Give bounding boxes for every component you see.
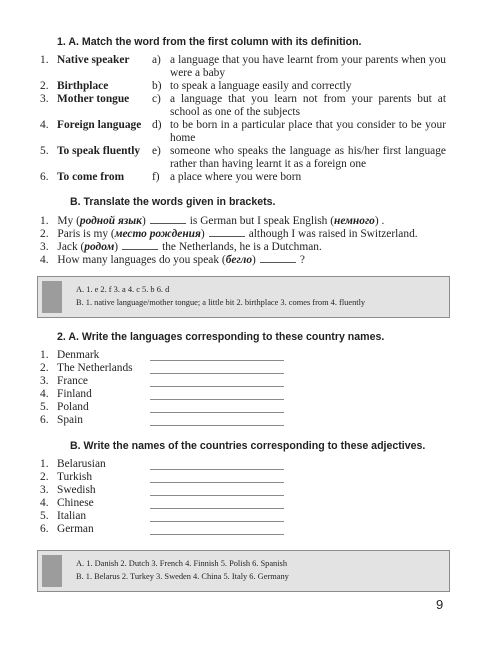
item-number: 6. [40, 414, 49, 426]
list-item [40, 401, 89, 414]
answer-line[interactable] [150, 399, 284, 400]
list-item [40, 388, 92, 401]
answer-blank[interactable] [122, 240, 158, 250]
sentence-3 [40, 240, 322, 254]
definition-text: a language that you learn not from your parents but at school as one of the subjects [170, 93, 446, 118]
list-item [40, 458, 106, 471]
list-item [40, 362, 133, 375]
sentence-text: is German but I speak English ( [189, 215, 335, 227]
list-item [40, 414, 83, 427]
answer-line[interactable] [150, 360, 284, 361]
answer-key-box-1 [37, 276, 450, 318]
definition-letter: e) [152, 145, 161, 157]
sentence-1 [40, 214, 384, 228]
sentence-text: How many languages do you speak ( [57, 254, 226, 266]
adjective: Swedish [57, 484, 96, 496]
sentence-text: Jack ( [57, 241, 85, 253]
sentence-text: Paris is my ( [57, 228, 115, 240]
definition-letter: c) [152, 93, 161, 105]
russian-hint: немного [334, 215, 375, 227]
item-number: 1. [40, 349, 49, 361]
sentence-text: My ( [57, 215, 80, 227]
term-come-from: To come from [57, 171, 125, 183]
country-name: Spain [57, 414, 83, 426]
item-number: 1. [40, 215, 49, 227]
item-number: 2. [40, 80, 49, 92]
definition-letter: f) [152, 171, 160, 183]
definition-text: to speak a language easily and correctly [170, 80, 352, 92]
sentence-text: ? [299, 254, 305, 266]
item-number: 2. [40, 471, 49, 483]
definition-letter: a) [152, 54, 161, 66]
item-number: 2. [40, 362, 49, 374]
key-line-a: A. 1. Danish 2. Dutch 3. French 4. Finnish 5. Polish 6. Spanish [76, 559, 288, 568]
adjective: Belarusian [57, 458, 106, 470]
item-number: 3. [40, 93, 49, 105]
sentence-text: although I was raised in Switzerland. [248, 228, 418, 240]
term-mother-tongue: Mother tongue [57, 93, 130, 105]
answer-line[interactable] [150, 425, 284, 426]
adjective: German [57, 523, 94, 535]
sentence-2 [40, 227, 418, 241]
term-birthplace: Birthplace [57, 80, 109, 92]
term-speak-fluently: To speak fluently [57, 145, 141, 157]
item-number: 1. [40, 458, 49, 470]
answer-blank[interactable] [260, 253, 296, 263]
russian-hint: бегло [225, 254, 253, 266]
answer-line[interactable] [150, 412, 284, 413]
sentence-text: ) [141, 215, 146, 227]
definition-text: someone who speaks the language as his/her first language rather than having learnt it as a foreign one [170, 145, 446, 170]
adjective: Turkish [57, 471, 93, 483]
item-number: 6. [40, 523, 49, 535]
term-native-speaker: Native speaker [57, 54, 130, 66]
section-1b-heading: B. Translate the words given in brackets. [70, 196, 276, 208]
item-number: 4. [40, 119, 49, 131]
list-item [40, 349, 100, 362]
item-number: 5. [40, 510, 49, 522]
russian-hint: родной язык [79, 215, 142, 227]
answer-blank[interactable] [209, 227, 245, 237]
sentence-text: ) [114, 241, 119, 253]
list-item [40, 471, 93, 484]
key-sidebar [42, 555, 62, 587]
answer-line[interactable] [150, 521, 284, 522]
answer-line[interactable] [150, 386, 284, 387]
list-item [40, 510, 87, 523]
russian-hint: родом [84, 241, 115, 253]
country-name: Denmark [57, 349, 100, 361]
sentence-text: ) [252, 254, 256, 266]
page-number: 9 [436, 597, 444, 612]
list-item [40, 523, 94, 536]
answer-blank[interactable] [150, 214, 186, 224]
definition-text: a place where you were born [170, 171, 302, 183]
country-name: France [57, 375, 88, 387]
definition-letter: b) [152, 80, 162, 92]
item-number: 3. [40, 484, 49, 496]
item-number: 2. [40, 228, 49, 240]
country-name: Finland [57, 388, 92, 400]
answer-line[interactable] [150, 508, 284, 509]
section-2a-heading: 2. A. Write the languages corresponding to these country names. [57, 331, 385, 343]
item-number: 4. [40, 497, 49, 509]
key-line-b: B. 1. Belarus 2. Turkey 3. Sweden 4. China 5. Italy 6. Germany [76, 572, 289, 581]
answer-line[interactable] [150, 482, 284, 483]
item-number: 3. [40, 241, 49, 253]
adjective: Chinese [57, 497, 94, 509]
term-foreign-language: Foreign language [57, 119, 142, 131]
section-2b-heading: B. Write the names of the countries corresponding to these adjectives. [70, 440, 426, 452]
key-sidebar [42, 281, 62, 313]
answer-key-box-2 [37, 550, 450, 592]
sentence-text: the Netherlands, he is a Dutchman. [162, 241, 322, 253]
key-line-b: B. 1. native language/mother tongue; a little bit 2. birthplace 3. comes from 4. fluently [76, 298, 366, 307]
item-number: 4. [40, 254, 49, 266]
item-number: 1. [40, 54, 49, 66]
item-number: 5. [40, 401, 49, 413]
key-line-a: A. 1. e 2. f 3. a 4. c 5. b 6. d [76, 285, 170, 294]
definition-letter: d) [152, 119, 162, 131]
list-item [40, 497, 94, 510]
list-item [40, 484, 96, 497]
section-1a-heading: 1. A. Match the word from the first column with its definition. [57, 36, 362, 48]
answer-line[interactable] [150, 534, 284, 535]
sentence-4 [40, 253, 305, 267]
russian-hint: место рождения [114, 228, 201, 240]
adjective: Italian [57, 510, 87, 522]
list-item [40, 375, 88, 388]
sentence-text: ) [200, 228, 205, 240]
sentence-text: ) . [374, 215, 385, 227]
definition-text: a language that you have learnt from your parents when you were a baby [170, 54, 446, 79]
country-name: The Netherlands [57, 362, 133, 374]
item-number: 4. [40, 388, 49, 400]
answer-line[interactable] [150, 469, 284, 470]
answer-line[interactable] [150, 495, 284, 496]
definition-text: to be born in a particular place that you consider to be your home [170, 119, 446, 144]
answer-line[interactable] [150, 373, 284, 374]
item-number: 6. [40, 171, 49, 183]
item-number: 3. [40, 375, 49, 387]
country-name: Poland [57, 401, 89, 413]
item-number: 5. [40, 145, 49, 157]
